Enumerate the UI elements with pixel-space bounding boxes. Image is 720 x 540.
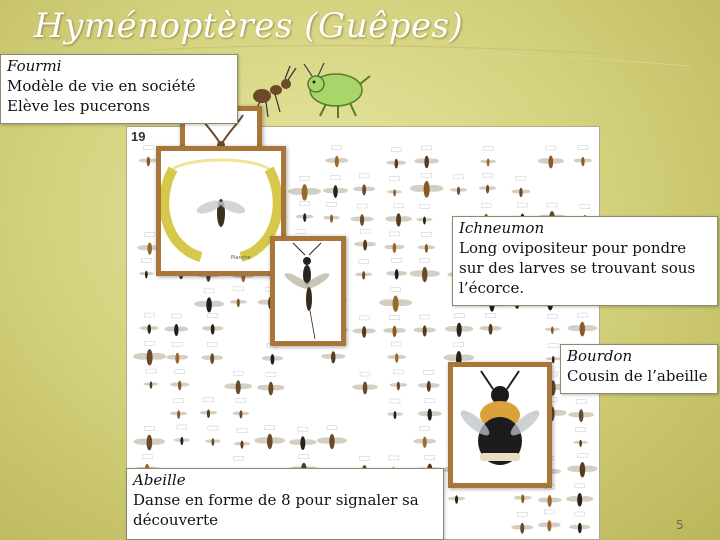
- specimen-wasp: [202, 313, 223, 334]
- specimen-wasp: [387, 342, 406, 363]
- specimen-wasp: [254, 425, 285, 449]
- callout-ichneumon-line3: l’écorce.: [459, 279, 525, 297]
- specimen-wasp: [351, 204, 374, 226]
- specimen-wasp: [416, 205, 432, 225]
- bumblebee-icon: [453, 367, 547, 483]
- callout-bourdon-heading: Bourdon: [567, 347, 633, 365]
- specimen-wasp: [170, 399, 187, 419]
- specimen-wasp: [410, 173, 443, 197]
- specimen-wasp: [134, 427, 165, 451]
- specimen-wasp: [352, 316, 375, 338]
- specimen-wasp: [567, 454, 598, 478]
- specimen-wasp: [353, 174, 375, 195]
- specimen-wasp: [479, 173, 496, 193]
- callout-fourmi-heading: Fourmi: [7, 57, 62, 75]
- specimen-wasp: [140, 313, 159, 334]
- specimen-wasp: [383, 315, 406, 337]
- specimen-wasp: [385, 204, 412, 227]
- specimen-wasp: [413, 315, 435, 337]
- specimen-wasp: [538, 510, 561, 532]
- specimen-wasp: [568, 313, 597, 336]
- specimen-wasp: [512, 176, 531, 197]
- specimen-wasp: [450, 175, 467, 195]
- ichneumon-icon: [275, 241, 341, 341]
- svg-text:Planche: Planche: [231, 255, 251, 261]
- plate-number: 19: [131, 129, 146, 144]
- specimen-wasp: [166, 342, 188, 363]
- callout-bourdon: [560, 344, 718, 394]
- specimen-wasp: [323, 203, 339, 223]
- specimen-wasp: [538, 485, 562, 507]
- callout-abeille-line1: Danse en forme de 8 pour signaler sa: [133, 491, 419, 509]
- specimen-wasp: [200, 398, 217, 418]
- specimen-wasp: [352, 372, 378, 394]
- specimen-wasp: [480, 146, 496, 166]
- callout-fourmi-line2: Elève les pucerons: [7, 97, 150, 115]
- specimen-wasp: [569, 512, 590, 533]
- specimen-wasp: [289, 427, 316, 450]
- specimen-wasp: [566, 484, 593, 507]
- callout-ichneumon: [452, 216, 718, 306]
- ichneumon-photo: [270, 236, 346, 346]
- fig-wasp-photo: [156, 146, 286, 276]
- callout-fourmi-line1: Modèle de vie en société: [7, 77, 196, 95]
- specimen-wasp: [174, 425, 190, 445]
- aphid-icon: [304, 63, 370, 118]
- specimen-wasp: [194, 289, 224, 313]
- specimen-wasp: [224, 371, 252, 394]
- specimen-wasp: [354, 229, 376, 250]
- specimen-wasp: [480, 313, 502, 335]
- specimen-wasp: [205, 426, 221, 446]
- specimen-wasp: [233, 398, 249, 418]
- specimen-wasp: [325, 145, 348, 167]
- specimen-wasp: [296, 202, 314, 222]
- specimen-wasp: [262, 343, 283, 364]
- specimen-wasp: [387, 177, 402, 197]
- specimen-wasp: [574, 146, 593, 167]
- specimen-wasp: [288, 176, 321, 200]
- specimen-wasp: [257, 373, 284, 396]
- specimen-wasp: [546, 344, 561, 364]
- specimen-wasp: [414, 146, 439, 168]
- specimen-wasp: [386, 148, 406, 169]
- callout-ichneumon-heading: Ichneumon: [459, 219, 545, 237]
- specimen-wasp: [170, 369, 189, 390]
- slide-title: Hyménoptères (Guêpes): [34, 6, 464, 46]
- specimen-wasp: [418, 370, 440, 391]
- callout-abeille-line2: découverte: [133, 511, 218, 529]
- specimen-wasp: [164, 314, 188, 336]
- specimen-wasp: [379, 288, 412, 312]
- specimen-wasp: [417, 232, 435, 252]
- page-number: 5: [676, 518, 684, 532]
- fig-wasp-icon: [161, 151, 281, 271]
- callout-bourdon-line1: Cousin de l’abeille: [567, 367, 708, 385]
- specimen-wasp: [445, 314, 473, 337]
- specimen-wasp: [573, 427, 587, 447]
- specimen-wasp: [386, 258, 407, 279]
- specimen-wasp: [413, 426, 436, 448]
- specimen-wasp: [234, 429, 250, 449]
- callout-abeille: [126, 468, 444, 540]
- specimen-wasp: [568, 400, 593, 422]
- specimen-wasp: [511, 512, 533, 533]
- specimen-wasp: [201, 343, 223, 364]
- bumblebee-photo: [448, 362, 552, 488]
- specimen-wasp: [538, 146, 564, 168]
- callout-abeille-heading: Abeille: [133, 471, 186, 489]
- specimen-wasp: [384, 232, 404, 253]
- specimen-wasp: [144, 369, 159, 389]
- specimen-wasp: [389, 370, 407, 390]
- specimen-wasp: [355, 259, 372, 279]
- specimen-wasp: [230, 287, 247, 307]
- specimen-wasp: [418, 399, 442, 421]
- specimen-wasp: [139, 259, 154, 279]
- specimen-wasp: [410, 259, 440, 283]
- callout-ichneumon-line2: sur des larves se trouvant sous: [459, 259, 696, 277]
- specimen-wasp: [317, 426, 347, 450]
- callout-ichneumon-line1: Long ovipositeur pour pondre: [459, 239, 687, 257]
- specimen-wasp: [387, 399, 403, 419]
- callout-fourmi: [0, 54, 238, 124]
- specimen-wasp: [323, 176, 348, 198]
- specimen-wasp: [133, 341, 166, 365]
- specimen-wasp: [545, 314, 560, 334]
